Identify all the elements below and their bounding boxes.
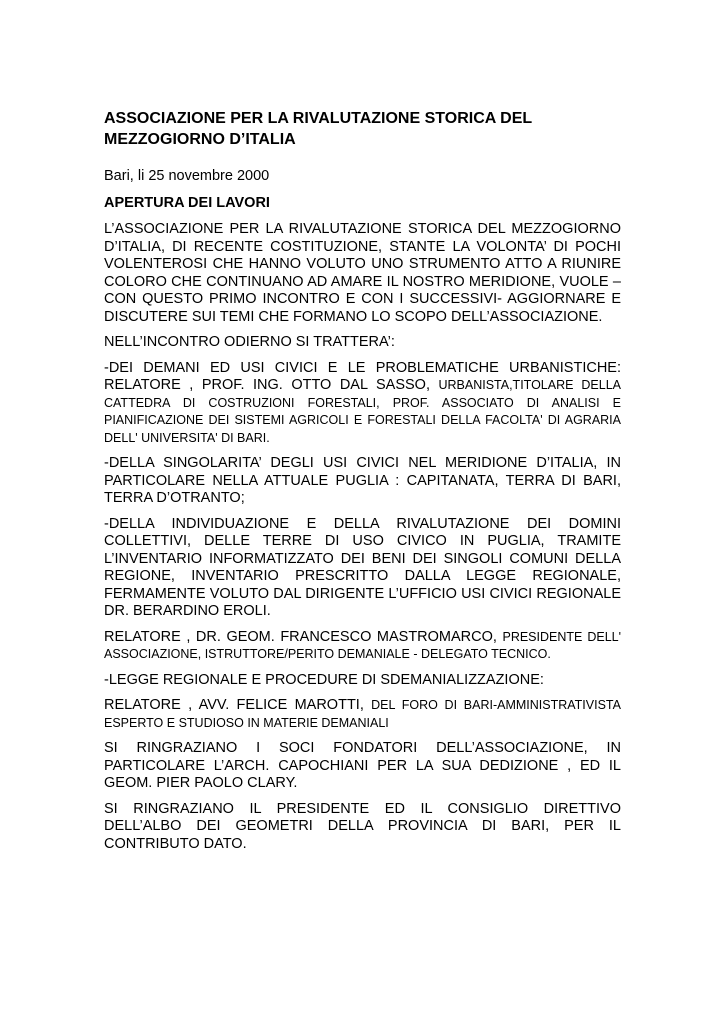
document-page [104, 108, 621, 853]
speaker-3-details: DEL FORO DI BARI-AMMINISTRATIVISTA ESPERTO E STUDIOSO IN MATERIE DEMANIALI [104, 698, 621, 730]
document-title [104, 108, 621, 150]
speaker-2-details: PRESIDENTE DELL' ASSOCIAZIONE, ISTRUTTORE/PERITO DEMANIALE - DELEGATO TECNICO. [104, 629, 622, 661]
section-heading: APERTURA DEI LAVORI [104, 195, 270, 211]
speaker-3-paragraph [104, 697, 621, 732]
speaker-3-text: RELATORE , AVV. FELICE MAROTTI, [104, 697, 372, 713]
title-line-1: ASSOCIAZIONE PER LA RIVALUTAZIONE STORICA DEL [104, 110, 533, 127]
speaker-2-text: RELATORE , DR. GEOM. FRANCESCO MASTROMARCO, [104, 628, 503, 645]
document-date: Bari, li 25 novembre 2000 [104, 168, 270, 184]
topic-2-paragraph: -DELLA SINGOLARITA’ DEGLI USI CIVICI NEL MERIDIONE D’ITALIA, IN PARTICOLARE NELLA ATTUALE PUGLIA : CAPITANATA, TERRA DI BARI, TERRA D’OTRANTO; [104, 455, 621, 506]
topic-4-paragraph: -LEGGE REGIONALE E PROCEDURE DI SDEMANIALIZZAZIONE: [104, 671, 544, 688]
thanks-2-paragraph: SI RINGRAZIANO IL PRESIDENTE ED IL CONSIGLIO DIRETTIVO DELL’ALBO DEI GEOMETRI DELLA PROVINCIA DI BARI, PER IL CONTRIBUTO DATO. [104, 800, 621, 852]
topic-1-text: -DEI DEMANI ED USI CIVICI E LE PROBLEMATICHE URBANISTICHE: RELATORE , PROF. ING. OTTO DAL SASSO, [104, 359, 621, 393]
speaker-2-paragraph [104, 629, 621, 664]
topic-1-speaker-details: URBANISTA,TITOLARE DELLA CATTEDRA DI COSTRUZIONI FORESTALI, PROF. ASSOCIATO DI ANALISI E PIANIFICAZIONE DEI SISTEMI AGRICOLI E FORESTALI DELLA FACOLTA' DI AGRARIA DELL' UNIVERSITA' DI BARI. [104, 378, 621, 445]
thanks-1-paragraph: SI RINGRAZIANO I SOCI FONDATORI DELL’ASSOCIAZIONE, IN PARTICOLARE L’ARCH. CAPOCHIANI PER LA SUA DEDIZIONE , ED IL GEOM. PIER PAOLO CLARY. [104, 740, 621, 791]
intro-paragraph: L’ASSOCIAZIONE PER LA RIVALUTAZIONE STORICA DEL MEZZOGIORNO D’ITALIA, DI RECENTE COSTITUZIONE, STANTE LA VOLONTA’ DI POCHI VOLENTEROSI CHE HANNO VOLUTO UNO STRUMENTO ATTO A RIUNIRE COLORO CHE CONTINUANO AD AMARE IL NOSTRO MERIDIONE, VUOLE –CON QUESTO PRIMO INCONTRO E CON I SUCCESSIVI- AGGIORNARE E DISCUTERE SUI TEMI CHE FORMANO LO SCOPO DELL’ASSOCIAZIONE. [104, 221, 621, 325]
agenda-paragraph: NELL’INCONTRO ODIERNO SI TRATTERA’: [104, 334, 395, 350]
topic-1-paragraph [104, 360, 621, 448]
title-line-2: MEZZOGIORNO D’ITALIA [104, 131, 296, 148]
topic-3-paragraph: -DELLA INDIVIDUAZIONE E DELLA RIVALUTAZIONE DEI DOMINI COLLETTIVI, DELLE TERRE DI USO CIVICO IN PUGLIA, TRAMITE L’INVENTARIO INFORMATIZZATO DEI BENI DEI SINGOLI COMUNI DELLA REGIONE, INVENTARIO PRESCRITTO DALLA LEGGE REGIONALE, FERMAMENTE VOLUTO DAL DIRIGENTE L’UFFICIO USI CIVICI REGIONALE DR. BERARDINO EROLI. [104, 515, 621, 619]
